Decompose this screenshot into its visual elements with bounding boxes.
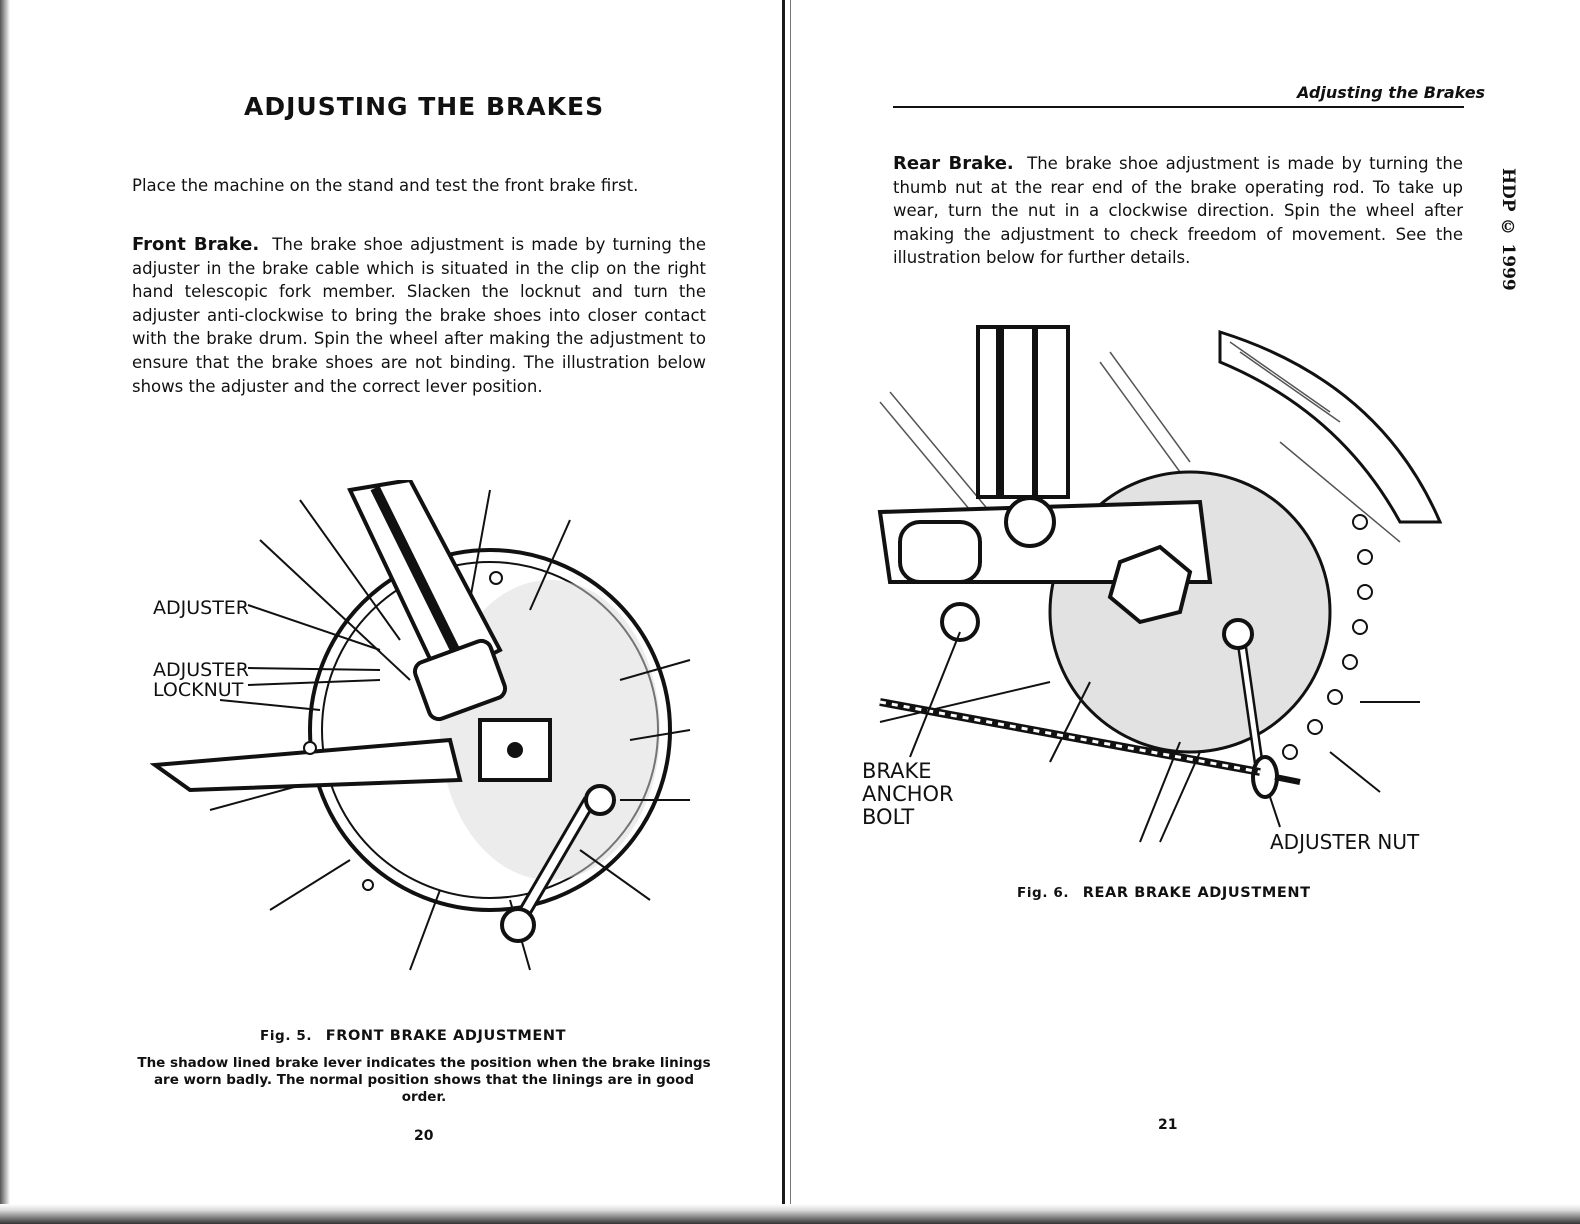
page-edge-shadow xyxy=(0,0,10,1224)
running-head-rule xyxy=(893,106,1464,108)
figure-6-number: Fig. 6. xyxy=(1017,885,1070,901)
figure-6-caption xyxy=(1017,885,1311,901)
front-brake-heading: Front Brake. xyxy=(132,234,260,255)
figure-5-title: FRONT BRAKE ADJUSTMENT xyxy=(325,1028,567,1044)
intro-paragraph: Place the machine on the stand and test the front brake first. xyxy=(132,176,639,195)
page-title: ADJUSTING THE BRAKES xyxy=(244,92,605,121)
running-head: Adjusting the Brakes xyxy=(1297,83,1486,102)
page-bottom-edge xyxy=(0,1204,1580,1224)
label-brake: BRAKE xyxy=(862,759,932,783)
label-anchor: ANCHOR xyxy=(862,782,954,806)
label-adjuster-locknut-line1: ADJUSTER xyxy=(153,659,250,681)
label-bolt: BOLT xyxy=(862,805,915,829)
figure-5-number: Fig. 5. xyxy=(260,1028,313,1044)
book-spine-edge xyxy=(790,0,791,1224)
rear-brake-illustration xyxy=(860,322,1460,862)
rear-brake-text: The brake shoe adjustment is made by turning the thumb nut at the rear end of the brake operating rod. To take up wear, turn the nut in a clockwise direction. Spin the wheel after making the adjustment to check freedom of movement. See the illustration below for further details. xyxy=(893,154,1463,268)
figure-5-caption xyxy=(260,1028,566,1044)
page-number-right: 21 xyxy=(1158,1117,1178,1133)
label-adjuster-nut: ADJUSTER NUT xyxy=(1270,830,1420,854)
front-brake-paragraph xyxy=(132,233,706,398)
book-spine xyxy=(782,0,785,1224)
front-brake-illustration xyxy=(150,480,710,980)
copyright-side-mark: HDP © 1999 xyxy=(1498,168,1518,291)
figure-6-title: REAR BRAKE ADJUSTMENT xyxy=(1082,885,1311,901)
rear-brake-heading: Rear Brake. xyxy=(893,153,1014,174)
page-number-left: 20 xyxy=(414,1128,434,1144)
rear-brake-paragraph xyxy=(893,152,1463,270)
front-brake-text: The brake shoe adjustment is made by turning the adjuster in the brake cable which is situated in the clip on the right hand telescopic fork member. Slacken the locknut and turn the adjuster anti-clockwise to bring the brake shoes into closer contact with the brake drum. Spin the wheel after making the adjustment to ensure that the brake shoes are not binding. The illustration below shows the adjuster and the correct lever position. xyxy=(132,235,706,396)
label-adjuster: ADJUSTER xyxy=(153,597,250,619)
label-adjuster-locknut-line2: LOCKNUT xyxy=(153,679,244,701)
figure-5-note: The shadow lined brake lever indicates the position when the brake linings are worn badly. The normal position shows that the linings are in good order. xyxy=(137,1055,711,1105)
